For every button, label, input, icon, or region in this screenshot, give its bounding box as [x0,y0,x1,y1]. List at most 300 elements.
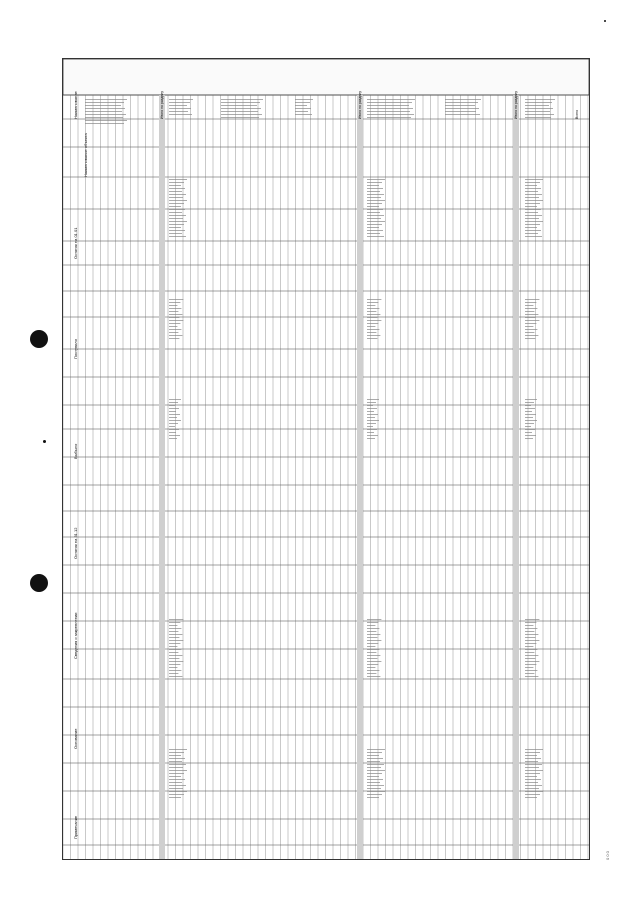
illegible-text [367,111,410,112]
illegible-text [367,797,379,798]
illegible-text [367,667,375,668]
illegible-text [525,670,537,671]
illegible-text [525,203,540,204]
illegible-text [367,102,412,103]
illegible-text [525,236,542,237]
illegible-text [85,114,126,115]
illegible-text [85,120,127,121]
illegible-text [85,123,124,124]
illegible-text [367,640,381,641]
illegible-text [367,323,378,324]
illegible-text [367,782,380,783]
illegible-text [169,299,183,300]
illegible-text [169,185,181,186]
illegible-text [169,788,183,789]
illegible-text [169,420,181,421]
illegible-text [367,767,381,768]
illegible-text [525,405,531,406]
illegible-text [85,102,124,103]
illegible-text [367,305,375,306]
illegible-text [169,102,190,103]
illegible-text [169,230,185,231]
illegible-text [525,200,543,201]
illegible-text [169,405,175,406]
illegible-text [169,105,187,106]
illegible-text [295,102,310,103]
illegible-text [525,761,538,762]
illegible-text [169,767,183,768]
illegible-text [169,417,177,418]
illegible-text [367,658,377,659]
illegible-text [367,788,381,789]
illegible-text [85,105,121,106]
illegible-text [169,227,181,228]
illegible-text [367,206,379,207]
illegible-text [169,785,186,786]
illegible-text [169,308,181,309]
illegible-text [367,326,375,327]
illegible-text [525,667,533,668]
illegible-text [367,335,380,336]
illegible-text [367,314,380,315]
illegible-text [525,625,533,626]
illegible-text [525,411,532,412]
header-cell: Примечание [73,815,78,839]
group-label: Итого по разделу [514,90,518,119]
illegible-text [169,111,188,112]
illegible-text [367,212,380,213]
illegible-text [525,423,534,424]
illegible-text [169,314,182,315]
illegible-text [525,649,537,650]
illegible-text [221,105,257,106]
illegible-text [525,299,539,300]
illegible-text [525,755,537,756]
illegible-text [525,402,534,403]
illegible-text [525,770,543,771]
group-separator [357,95,363,859]
illegible-text [169,197,183,198]
illegible-text [169,622,180,623]
page-footer-mark: 0 0 0 [605,851,610,860]
illegible-text [525,749,543,750]
illegible-text [525,179,543,180]
illegible-text [367,179,385,180]
illegible-text [525,417,533,418]
illegible-text [525,182,540,183]
rotated-table [63,59,589,859]
illegible-text [85,99,127,100]
illegible-text [367,435,378,436]
illegible-text [169,755,181,756]
illegible-text [525,99,555,100]
illegible-text [525,637,535,638]
illegible-text [367,236,384,237]
illegible-text [367,794,382,795]
speck [43,440,46,443]
illegible-text [367,628,379,629]
illegible-text [525,429,535,430]
illegible-text [295,99,313,100]
illegible-text [169,209,185,210]
illegible-text [525,329,537,330]
illegible-text [525,764,542,765]
illegible-text [169,317,179,318]
illegible-text [525,794,540,795]
illegible-text [221,99,263,100]
illegible-text [169,221,187,222]
illegible-text [367,338,377,339]
illegible-text [525,305,533,306]
illegible-text [367,761,380,762]
illegible-text [367,429,377,430]
illegible-text [525,311,534,312]
illegible-text [525,111,550,112]
illegible-text [367,637,377,638]
illegible-text [525,426,531,427]
illegible-text [525,664,536,665]
illegible-text [85,117,123,118]
illegible-text [367,230,383,231]
illegible-text [367,108,413,109]
illegible-text [525,673,534,674]
illegible-text [169,399,181,400]
illegible-text [525,209,541,210]
illegible-text [169,224,184,225]
illegible-text [367,417,375,418]
illegible-text [525,114,554,115]
illegible-text [367,785,384,786]
illegible-text [367,233,380,234]
illegible-text [221,117,259,118]
illegible-text [169,667,177,668]
header-cell: Сведения о закреплении [73,612,78,659]
illegible-text [169,640,183,641]
illegible-text [525,338,535,339]
illegible-text [169,411,176,412]
illegible-text [169,179,187,180]
illegible-text [169,779,185,780]
illegible-text [169,182,184,183]
illegible-text [295,105,307,106]
illegible-text [367,676,380,677]
illegible-text [367,197,381,198]
illegible-text [169,194,186,195]
illegible-text [169,432,176,433]
illegible-text [169,770,187,771]
illegible-text [525,758,541,759]
illegible-text [445,108,479,109]
illegible-text [169,215,186,216]
illegible-text [367,752,382,753]
illegible-text [367,99,415,100]
illegible-text [169,218,183,219]
illegible-text [169,776,181,777]
illegible-text [169,426,175,427]
illegible-text [525,628,537,629]
illegible-text [169,233,182,234]
illegible-text [367,670,379,671]
illegible-text [169,302,180,303]
header-cell: Поступило [73,339,78,359]
illegible-text [367,622,378,623]
illegible-text [525,188,541,189]
illegible-text [169,791,187,792]
illegible-text [525,221,543,222]
illegible-text [169,631,178,632]
illegible-text [367,631,376,632]
illegible-text [367,779,383,780]
illegible-text [169,794,184,795]
illegible-text [525,414,536,415]
illegible-text [525,779,541,780]
illegible-text [367,770,385,771]
illegible-text [169,782,182,783]
illegible-text [169,108,191,109]
punch-hole-bottom [30,574,48,592]
illegible-text [525,185,537,186]
illegible-text [169,658,179,659]
illegible-text [367,646,375,647]
illegible-text [445,102,478,103]
illegible-text [169,236,186,237]
illegible-text [169,438,177,439]
illegible-text [169,414,180,415]
illegible-text [367,408,377,409]
illegible-text [525,782,538,783]
illegible-text [367,438,375,439]
illegible-text [169,646,177,647]
illegible-text [525,105,549,106]
illegible-text [169,114,192,115]
illegible-text [169,661,183,662]
illegible-text [525,652,534,653]
illegible-text [169,311,178,312]
illegible-text [525,619,539,620]
illegible-text [525,335,538,336]
header-band [63,59,589,839]
illegible-text [169,652,178,653]
illegible-text [525,776,537,777]
illegible-text [525,218,539,219]
illegible-text [525,197,539,198]
illegible-text [169,625,177,626]
illegible-text [525,438,533,439]
group-separator [513,95,519,859]
illegible-text [367,203,382,204]
illegible-text [367,664,378,665]
illegible-text [367,673,376,674]
illegible-text [367,332,376,333]
illegible-text [367,224,382,225]
illegible-text [525,661,539,662]
illegible-text [525,194,542,195]
illegible-text [169,749,187,750]
illegible-text [367,185,379,186]
illegible-text [85,108,125,109]
illegible-text [525,420,537,421]
illegible-text [525,206,537,207]
illegible-text [367,661,381,662]
illegible-text [367,776,379,777]
illegible-text [169,305,177,306]
illegible-text [169,752,184,753]
illegible-text [169,761,182,762]
illegible-text [367,652,376,653]
illegible-text [169,676,182,677]
illegible-text [525,408,535,409]
illegible-text [169,338,179,339]
illegible-text [367,791,385,792]
illegible-text [525,435,536,436]
data-blocks [85,99,555,798]
illegible-text [525,797,537,798]
rotated-table-sheet [62,58,590,860]
illegible-text [169,99,193,100]
illegible-text [445,105,475,106]
illegible-text [169,758,185,759]
illegible-text [367,308,379,309]
row-lines [63,95,588,859]
illegible-text [525,640,539,641]
illegible-text [169,634,182,635]
illegible-text [367,191,380,192]
illegible-text [169,637,179,638]
illegible-text [367,105,409,106]
illegible-text [367,221,385,222]
illegible-text [525,788,539,789]
header-cell: Выбыло [73,443,78,459]
illegible-text [221,102,260,103]
illegible-text [445,114,480,115]
illegible-text [367,200,385,201]
illegible-text [525,317,535,318]
illegible-text [525,643,536,644]
illegible-text [525,224,540,225]
illegible-text [367,320,381,321]
illegible-text [367,749,385,750]
column-lines [63,95,589,845]
header-cell: Наименование объекта [83,133,88,177]
illegible-text [169,402,178,403]
illegible-text [367,405,373,406]
illegible-text [525,215,542,216]
illegible-text [169,649,181,650]
header-cell: Основание [73,728,78,749]
illegible-text [367,634,380,635]
illegible-text [525,308,537,309]
illegible-text [367,194,384,195]
illegible-text [295,108,311,109]
illegible-text [525,302,536,303]
group-label: Итого по разделу [358,90,362,119]
illegible-text [525,655,538,656]
illegible-text [525,767,539,768]
illegible-text [367,227,379,228]
illegible-text [221,108,261,109]
illegible-text [169,408,179,409]
illegible-text [169,797,181,798]
illegible-text [525,117,551,118]
illegible-text [169,664,180,665]
illegible-text [367,302,378,303]
illegible-text [85,111,122,112]
illegible-text [367,773,382,774]
illegible-text [295,111,308,112]
illegible-text [367,182,382,183]
illegible-text [169,423,178,424]
illegible-text [525,791,543,792]
illegible-text [525,320,539,321]
illegible-text [169,332,178,333]
illegible-text [367,432,374,433]
illegible-text [169,643,180,644]
illegible-text [525,227,537,228]
illegible-text [525,326,533,327]
illegible-text [169,200,187,201]
illegible-text [169,329,181,330]
illegible-text [367,755,379,756]
header-cell: Остаток на 01.01 [73,227,78,259]
illegible-text [169,320,183,321]
illegible-text [221,114,262,115]
illegible-text [169,673,178,674]
illegible-text [169,191,182,192]
illegible-text [367,209,383,210]
illegible-text [525,108,553,109]
illegible-text [367,329,379,330]
group-label: Итого по разделу [160,90,164,119]
illegible-text [445,99,481,100]
illegible-text [169,206,181,207]
illegible-text [525,773,540,774]
illegible-text [525,432,532,433]
illegible-text [367,218,381,219]
illegible-text [367,299,381,300]
illegible-text [169,323,180,324]
header-cell: Наименование [73,91,78,119]
illegible-text [525,646,533,647]
speck [604,20,606,22]
illegible-text [169,628,181,629]
illegible-text [367,399,379,400]
illegible-text [367,311,376,312]
illegible-text [525,212,538,213]
illegible-text [525,631,534,632]
illegible-text [525,314,538,315]
illegible-text [525,102,552,103]
illegible-text [367,411,374,412]
illegible-text [367,643,378,644]
illegible-text [367,619,381,620]
illegible-text [169,203,184,204]
illegible-text [525,230,541,231]
illegible-text [367,758,383,759]
illegible-text [525,622,536,623]
illegible-text [169,655,182,656]
illegible-text [367,426,373,427]
illegible-text [525,332,534,333]
illegible-text [367,114,414,115]
illegible-text [525,785,542,786]
illegible-text [169,188,185,189]
illegible-text [367,317,377,318]
illegible-text [169,212,182,213]
illegible-text [169,326,177,327]
illegible-text [525,233,538,234]
illegible-text [525,323,536,324]
illegible-text [367,655,380,656]
